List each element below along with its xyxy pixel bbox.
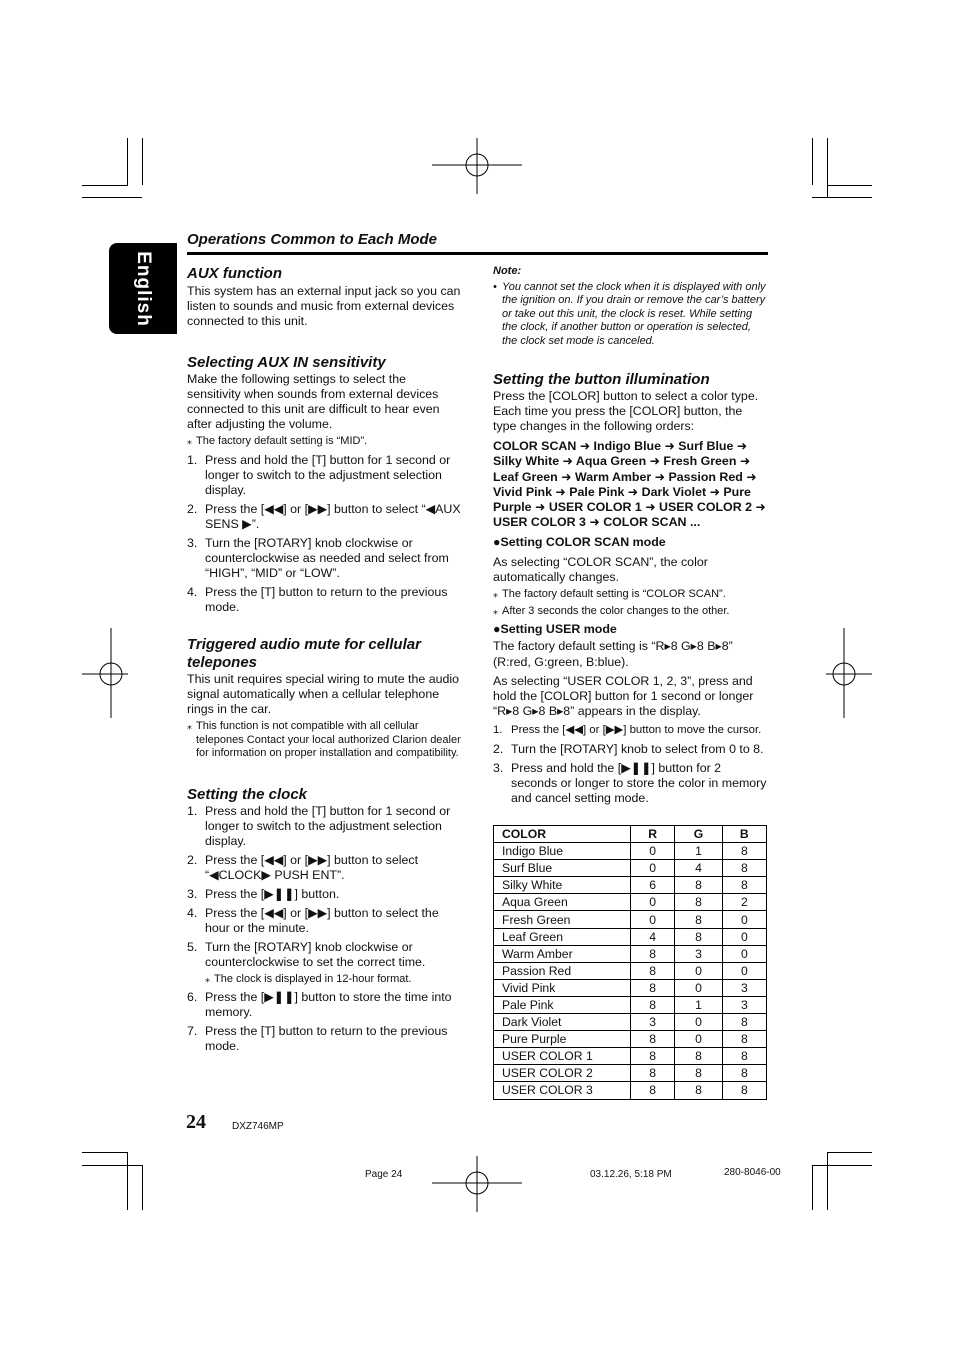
language-tab-label: English — [133, 250, 154, 327]
step-item: 3. Turn the [ROTARY] knob clockwise or counterclockwise as needed and select from “HIGH”, “MID” or “LOW”. — [187, 536, 449, 581]
registration-mark-bottom — [432, 1156, 522, 1212]
clock-note-block — [493, 265, 767, 349]
table-header-b: B — [722, 826, 766, 843]
user-mode-heading: ●Setting USER mode — [493, 622, 617, 637]
table-cell: 8 — [631, 962, 675, 979]
table-cell: 0 — [722, 928, 766, 945]
table-header-row — [494, 826, 767, 843]
audio-mute-text: This unit requires special wiring to mute the audio signal automatically when a cellular telephone rings in the car. — [187, 671, 460, 716]
table-cell: 8 — [631, 1031, 675, 1048]
step-item: 3. Press the [▶❚❚] button. — [187, 886, 340, 901]
table-row — [494, 843, 767, 860]
step-item: 6. Press the [▶❚❚] button to store the time into memory. — [187, 990, 452, 1020]
table-row — [494, 894, 767, 911]
table-cell: 0 — [631, 860, 675, 877]
print-timestamp: 03.12.26, 5:18 PM — [590, 1169, 672, 1180]
registration-mark-left — [82, 628, 128, 718]
table-cell: 8 — [722, 1048, 766, 1065]
table-row — [494, 911, 767, 928]
table-row — [494, 962, 767, 979]
table-cell: 6 — [631, 877, 675, 894]
clock-section — [187, 786, 462, 1054]
step-item: 3. Press and hold the [▶❚❚] button for 2 seconds or longer to store the color in memory and cancel setting mode. — [493, 760, 767, 806]
table-cell: Pure Purple — [494, 1031, 631, 1048]
aux-sensitivity-section — [187, 354, 462, 616]
table-cell: 8 — [631, 1065, 675, 1082]
table-cell: 8 — [675, 1065, 722, 1082]
table-row — [494, 1082, 767, 1099]
language-tab — [109, 243, 177, 334]
note-text: • You cannot set the clock when it is displayed with only the ignition on. If you drain or remove the car’s battery or take out this unit, the clock is reset. While setting the clock, if another button or operation is selected, the clock set mode is canceled. — [493, 280, 766, 347]
illumination-title: Setting the button illumination — [493, 370, 710, 388]
table-cell: 0 — [722, 911, 766, 928]
step-item: 2. Turn the [ROTARY] knob to select from 0 to 8. — [493, 742, 764, 757]
step-item: 4. Press the [T] button to return to the previous mode. — [187, 585, 448, 615]
table-cell: 8 — [675, 928, 722, 945]
table-row — [494, 1048, 767, 1065]
illumination-section — [493, 371, 767, 807]
table-cell: 8 — [722, 1065, 766, 1082]
table-header-g: G — [675, 826, 722, 843]
table-cell: 8 — [631, 1082, 675, 1099]
table-cell: USER COLOR 3 — [494, 1082, 631, 1099]
step-item: 1. Press and hold the [T] button for 1 second or longer to switch to the adjustment selection display. — [187, 803, 451, 849]
table-cell: 0 — [675, 1031, 722, 1048]
table-cell: 3 — [631, 1014, 675, 1031]
table-cell: 8 — [631, 996, 675, 1013]
table-cell: 0 — [722, 962, 766, 979]
table-cell: 0 — [722, 945, 766, 962]
table-cell: 8 — [722, 1031, 766, 1048]
color-scan-note-interval: ⁎ After 3 seconds the color changes to the other. — [493, 604, 730, 617]
header-rule — [187, 252, 768, 255]
aux-sensitivity-default-note: ⁎ The factory default setting is “MID”. — [187, 435, 368, 448]
table-cell: 8 — [722, 843, 766, 860]
table-cell: Passion Red — [494, 962, 631, 979]
step-item: 7. Press the [T] button to return to the previous mode. — [187, 1023, 448, 1054]
table-row — [494, 979, 767, 996]
table-cell: 4 — [631, 928, 675, 945]
audio-mute-note: ⁎ This function is not compatible with all cellular telepones Contact your local authorized Clarion dealer for information on proper installation and compatibility. — [187, 720, 461, 760]
note-label: Note: — [493, 265, 522, 277]
table-row — [494, 945, 767, 962]
table-cell: Silky White — [494, 877, 631, 894]
clock-title: Setting the clock — [187, 785, 308, 803]
user-mode-steps — [493, 723, 767, 806]
table-cell: 3 — [722, 996, 766, 1013]
illumination-text: Press the [COLOR] button to select a color type. Each time you press the [COLOR] button, the type changes in the following orders: — [493, 388, 759, 433]
color-scan-heading: ●Setting COLOR SCAN mode — [493, 535, 666, 550]
aux-function-section — [187, 265, 462, 330]
right-column — [493, 265, 767, 810]
step-item: 2. Press the [◀◀] or [▶▶] button to select “◀AUX SENS ▶”. — [187, 502, 461, 532]
table-cell: 0 — [675, 979, 722, 996]
registration-mark-top — [432, 138, 522, 194]
table-cell: 8 — [631, 979, 675, 996]
left-column — [187, 265, 462, 1058]
table-cell: 8 — [631, 945, 675, 962]
table-cell: USER COLOR 1 — [494, 1048, 631, 1065]
table-cell: 8 — [631, 1048, 675, 1065]
table-cell: Vivid Pink — [494, 979, 631, 996]
clock-format-note: ⁎ The clock is displayed in 12-hour format. — [205, 972, 412, 985]
illumination-order: COLOR SCAN ➜ Indigo Blue ➜ Surf Blue ➜ Silky White ➜ Aqua Green ➜ Fresh Green ➜ Leaf Green ➜ Warm Amber ➜ Passion Red ➜ Vivid Pink ➜ Pale Pink ➜ Dark Violet ➜ Pure Purple ➜ USER COLOR 1 ➜ USER COLOR 2 ➜ USER COLOR 3 ➜ COLOR SCAN ... — [493, 439, 766, 530]
table-cell: 0 — [675, 962, 722, 979]
table-cell: 3 — [675, 945, 722, 962]
page-label: Page 24 — [365, 1169, 403, 1180]
step-item: 4. Press the [◀◀] or [▶▶] button to select the hour or the minute. — [187, 905, 439, 935]
table-cell: Pale Pink — [494, 996, 631, 1013]
table-cell: Fresh Green — [494, 911, 631, 928]
table-cell: Aqua Green — [494, 894, 631, 911]
table-cell: 0 — [631, 843, 675, 860]
table-cell: Surf Blue — [494, 860, 631, 877]
table-row — [494, 1065, 767, 1082]
table-row — [494, 860, 767, 877]
table-row — [494, 877, 767, 894]
aux-sensitivity-title: Selecting AUX IN sensitivity — [187, 353, 386, 371]
color-table — [493, 825, 767, 1100]
table-cell: 8 — [675, 894, 722, 911]
clock-steps — [187, 804, 462, 1054]
table-cell: Dark Violet — [494, 1014, 631, 1031]
table-cell: 0 — [631, 894, 675, 911]
table-cell: 0 — [631, 911, 675, 928]
table-cell: Leaf Green — [494, 928, 631, 945]
user-mode-text-select: As selecting “USER COLOR 1, 2, 3”, press and hold the [COLOR] button for 1 second or longer “R▸8 G▸8 B▸8” appears in the display. — [493, 673, 754, 719]
user-mode-text-default: The factory default setting is “R▸8 G▸8 B▸8” (R:red, G:green, B:blue). — [493, 639, 733, 669]
table-cell: 8 — [675, 911, 722, 928]
table-cell: 8 — [722, 860, 766, 877]
document-code: 280-8046-00 — [724, 1167, 781, 1178]
table-cell: 2 — [722, 894, 766, 911]
model-number: DXZ746MP — [232, 1121, 284, 1132]
table-cell: 1 — [675, 996, 722, 1013]
step-item: 1. Press and hold the [T] button for 1 second or longer to switch to the adjustment selection display. — [187, 453, 451, 498]
table-cell: 3 — [722, 979, 766, 996]
step-item: 1. Press the [◀◀] or [▶▶] button to move the cursor. — [493, 724, 762, 737]
table-cell: Indigo Blue — [494, 843, 631, 860]
color-scan-note-default: ⁎ The factory default setting is “COLOR SCAN”. — [493, 588, 726, 600]
section-header: Operations Common to Each Mode — [187, 231, 438, 248]
registration-mark-right — [826, 628, 872, 718]
table-cell: 8 — [722, 1014, 766, 1031]
table-cell: 8 — [722, 1082, 766, 1099]
aux-sensitivity-steps — [187, 453, 462, 616]
table-header-r: R — [631, 826, 675, 843]
aux-function-text: This system has an external input jack so you can listen to sounds and music from external devices connected to this unit. — [187, 284, 461, 329]
table-header-color: COLOR — [494, 826, 631, 843]
table-cell: 0 — [675, 1014, 722, 1031]
table-cell: 8 — [722, 877, 766, 894]
table-cell: 1 — [675, 843, 722, 860]
table-cell: Warm Amber — [494, 945, 631, 962]
table-cell: USER COLOR 2 — [494, 1065, 631, 1082]
color-scan-text: As selecting “COLOR SCAN”, the color automatically changes. — [493, 554, 708, 584]
table-cell: 8 — [675, 1048, 722, 1065]
page-number: 24 — [186, 1111, 206, 1133]
audio-mute-section — [187, 636, 462, 761]
table-cell: 8 — [675, 877, 722, 894]
table-row — [494, 996, 767, 1013]
audio-mute-title-line1: Triggered audio mute for cellular — [187, 635, 421, 653]
table-row — [494, 1031, 767, 1048]
table-cell: 4 — [675, 860, 722, 877]
audio-mute-title-line2: telepones — [187, 653, 258, 671]
table-cell: 8 — [675, 1082, 722, 1099]
table-row — [494, 928, 767, 945]
aux-sensitivity-text: Make the following settings to select the sensitivity when sounds from external devices connected to this unit are difficult to hear even after adjusting the volume. — [187, 371, 440, 432]
step-item: 2. Press the [◀◀] or [▶▶] button to select “◀CLOCK▶ PUSH ENT”. — [187, 853, 419, 883]
table-row — [494, 1014, 767, 1031]
step-item: 5. Turn the [ROTARY] knob clockwise or counterclockwise to set the correct time. ⁎ The clock is displayed in 12-hour format. — [187, 940, 462, 987]
aux-function-title: AUX function — [187, 265, 282, 282]
